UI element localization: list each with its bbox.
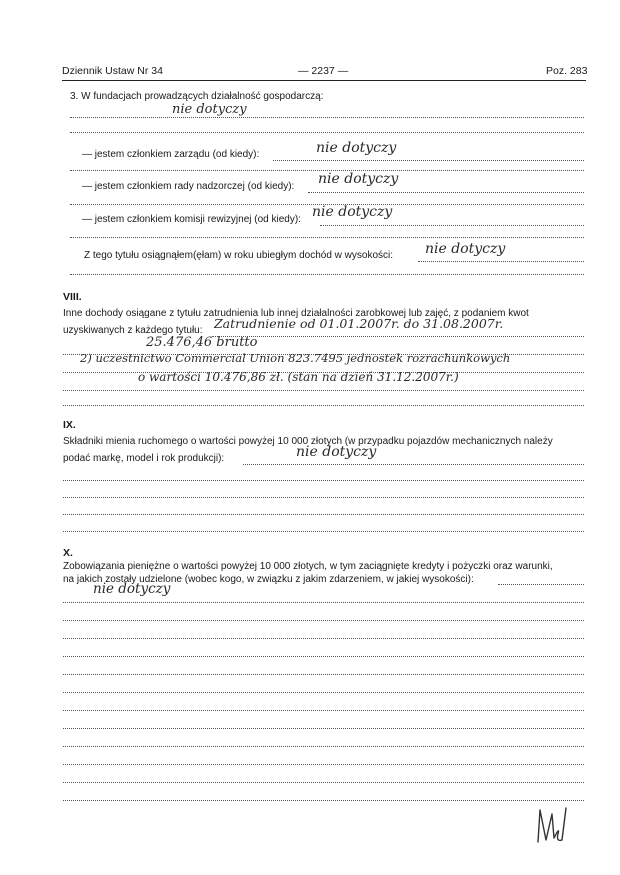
dotted-line [63,638,584,639]
section8-handwriting: o wartości 10.476,86 zł. (stan na dzień 31.12.2007r.) [138,370,459,384]
section9-text: podać markę, model i rok produkcji): [63,453,225,464]
dochod-answer: nie dotyczy [425,241,506,257]
dotted-line [63,674,584,675]
dotted-line [63,497,584,498]
section3-answer: nie dotyczy [172,102,247,117]
dotted-line [63,746,584,747]
dochod-label: Z tego tytułu osiągnąłem(ęłam) w roku ubiegłym dochód w wysokości: [84,250,394,261]
zarzad-label: — jestem członkiem zarządu (od kiedy): [82,149,260,160]
section8-handwriting: 2) uczestnictwo Commercial Union 823.7495 jednostek rozrachunkowych [80,351,511,365]
section10-number: X. [63,547,73,559]
section9-text: Składniki mienia ruchomego o wartości powyżej 10 000 złotych (w przypadku pojazdów mechanicznych należy [63,436,553,447]
zarzad-answer: nie dotyczy [316,140,397,156]
dotted-line [70,117,584,118]
dotted-line [70,132,584,133]
page-number: — 2237 — [298,65,349,77]
section8-text: uzyskiwanych z każdego tytułu: [63,325,203,336]
position-number: Poz. 283 [546,65,588,77]
dotted-line [63,800,584,801]
dotted-line [63,710,584,711]
komisja-label: — jestem członkiem komisji rewizyjnej (od kiedy): [82,214,301,225]
dotted-line [63,602,584,603]
dotted-line [243,464,584,465]
dotted-line [418,261,584,262]
dotted-line [63,656,584,657]
section10-text: na jakich zostały udzielone (wobec kogo, w związku z jakim zdarzeniem, w jakiej wysokości): [63,574,474,585]
dotted-line [273,160,584,161]
dotted-line [63,514,584,515]
section8-handwriting: 25.476,46 brutto [146,335,258,350]
signature-initials [532,804,572,846]
dotted-line [63,390,584,391]
dotted-line [63,405,584,406]
section10-answer: nie dotyczy [93,581,171,597]
dotted-line [63,531,584,532]
dotted-line [498,584,584,585]
dotted-line [63,692,584,693]
section9-answer: nie dotyczy [296,444,377,460]
rada-label: — jestem członkiem rady nadzorczej (od kiedy): [82,181,295,192]
dotted-line [212,336,584,337]
dotted-line [63,620,584,621]
dotted-line [308,192,584,193]
section8-handwriting: Zatrudnienie od 01.01.2007r. do 31.08.2007r. [214,316,504,331]
dotted-line [63,480,584,481]
dotted-line [70,237,584,238]
dotted-line [320,225,584,226]
dotted-line [63,728,584,729]
header-rule [62,80,586,81]
dotted-line [70,274,584,275]
section9-number: IX. [63,419,76,431]
komisja-answer: nie dotyczy [312,204,393,220]
dotted-line [63,782,584,783]
journal-title: Dziennik Ustaw Nr 34 [62,65,163,77]
section8-text: Inne dochody osiągane z tytułu zatrudnienia lub innej działalności zarobkowej lub zajęć, z podaniem kwot [63,308,529,319]
dotted-line [63,764,584,765]
rada-answer: nie dotyczy [318,171,399,187]
section8-number: VIII. [63,291,82,303]
section10-text: Zobowiązania pieniężne o wartości powyżej 10 000 złotych, w tym zaciągnięte kredyty i pożyczki oraz warunki, [63,561,553,572]
section3-label: 3. W fundacjach prowadzących działalność gospodarczą: [70,91,324,102]
